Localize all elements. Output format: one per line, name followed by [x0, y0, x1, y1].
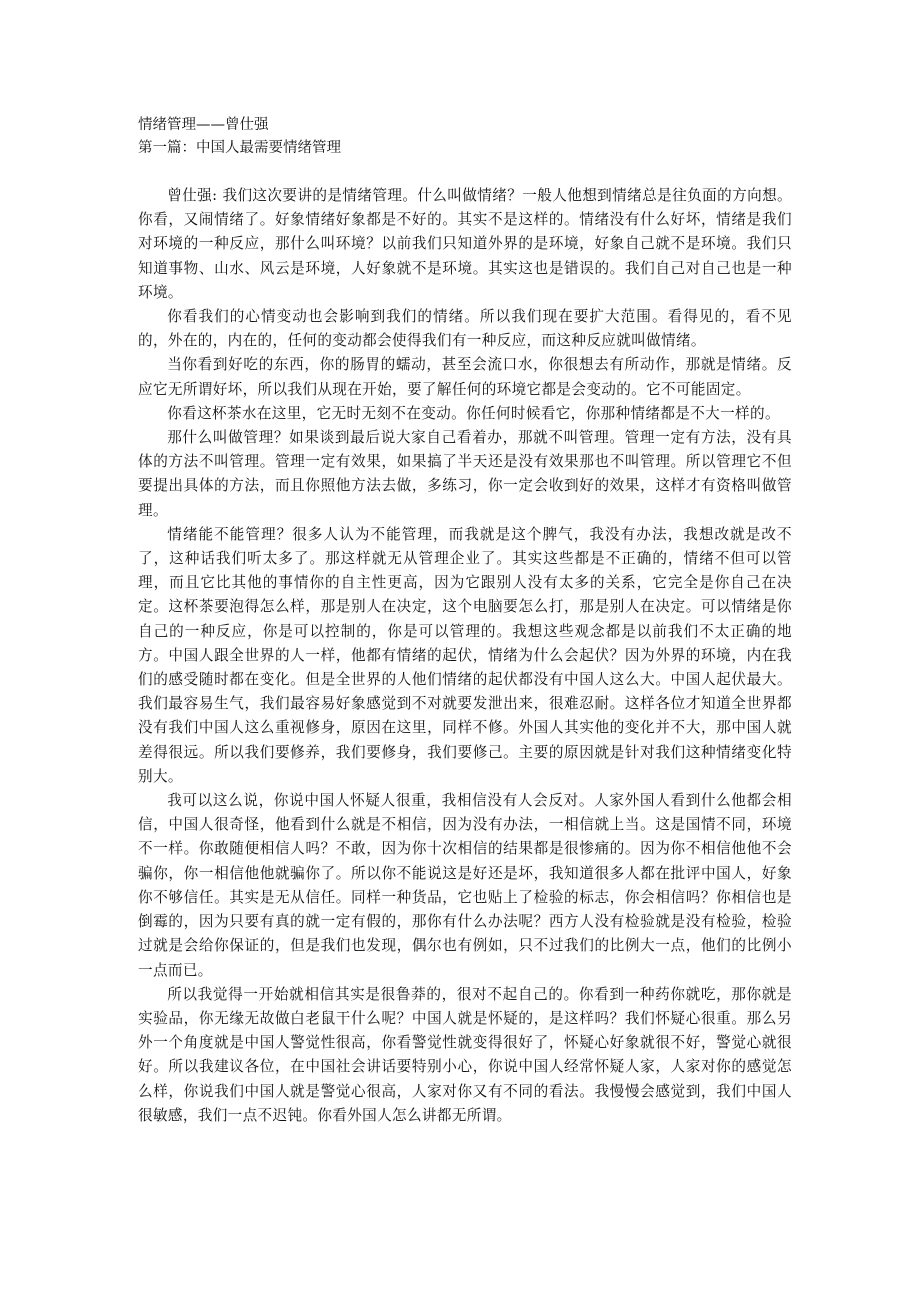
paragraph: 所以我觉得一开始就相信其实是很鲁莽的，很对不起自己的。你看到一种药你就吃，那你就是实验品，你无缘无故做白老鼠干什么呢？中国人就是怀疑的，是这样吗？我们怀疑心很重。那么另外一个角度就是中国人警觉性很高，你看警觉性就变得很好了，怀疑心好象就很不好，警觉心就很好。所以我建议各位，在中国社会讲话要特别小心，你说中国人经常怀疑人家，人家对你的感觉怎么样，你说我们中国人就是警觉心很高，人家对你又有不同的看法。我慢慢会感觉到，我们中国人很敏感，我们一点不迟钝。你看外国人怎么讲都无所谓。 [138, 985, 792, 1124]
paragraph: 我可以这么说，你说中国人怀疑人很重，我相信没有人会反对。人家外国人看到什么他都会相信，中国人很奇怪，他看到什么就是不相信，因为没有办法，一相信就上当。这是国情不同，环境不一样。你敢随便相信人吗？不敢，因为你十次相信的结果都是很惨痛的。因为你不相信他他不会骗你，你一相信他他就骗你了。所以你不能说这是好还是坏，我知道很多人都在批评中国人，好象你不够信任。其实是无从信任。同样一种货品，它也贴上了检验的标志，你会相信吗？你相信也是倒霉的，因为只要有真的就一定有假的，那你有什么办法呢？西方人没有检验就是没有检验，检验过就是会给你保证的，但是我们也发现，偶尔也有例如，只不过我们的比例大一点，他们的比例小一点而已。 [138, 792, 792, 979]
paragraph: 曾仕强: 我们这次要讲的是情绪管理。什么叫做情绪？一般人他想到情绪总是往负面的方向想。你看，又闹情绪了。好象情绪好象都是不好的。其实不是这样的。情绪没有什么好坏，情绪是我们对环境的一种反应，那什么叫环境？以前我们只知道外界的是环境，好象自己就不是环境。我们只知道事物、山水、风云是环境，人好象就不是环境。其实这也是错误的。我们自己对自己也是一种环境。 [138, 187, 792, 301]
paragraph: 那什么叫做管理？如果谈到最后说大家自己看着办，那就不叫管理。管理一定有方法，没有具体的方法不叫管理。管理一定有效果，如果搞了半天还是没有效果那也不叫管理。所以管理它不但要提出具体的方法，而且你照他方法去做，多练习，你一定会收到好的效果，这样才有资格叫做管理。 [138, 429, 792, 519]
document-title: 情绪管理——曾仕强 [138, 117, 269, 133]
paragraph: 你看这杯茶水在这里，它无时无刻不在变动。你任何时候看它，你那种情绪都是不大一样的。 [167, 404, 780, 422]
document-subtitle: 第一篇：中国人最需要情绪管理 [138, 140, 341, 156]
document-body [138, 184, 792, 1128]
paragraph: 你看我们的心情变动也会影响到我们的情绪。所以我们现在要扩大范围。看得见的，看不见的，外在的，内在的，任何的变动都会使得我们有一种反应，而这种反应就叫做情绪。 [138, 308, 792, 350]
paragraph: 情绪能不能管理？很多人认为不能管理，而我就是这个脾气，我没有办法，我想改就是改不了，这种话我们听太多了。那这样就无从管理企业了。其实这些都是不正确的，情绪不但可以管理，而且它比其他的事情你的自主性更高，因为它跟别人没有太多的关系，它完全是你自己在决定。这杯茶要泡得怎么样，那是别人在决定，这个电脑要怎么打，那是别人在决定。可以情绪是你自己的一种反应，你是可以控制的，你是可以管理的。我想这些观念都是以前我们不太正确的地方。中国人跟全世界的人一样，他都有情绪的起伏，情绪为什么会起伏？因为外界的环境，内在我们的感受随时都在变化。但是全世界的人他们情绪的起伏都没有中国人这么大。中国人起伏最大。我们最容易生气，我们最容易好象感觉到不对就要发泄出来，很难忍耐。这样各位才知道全世界都没有我们中国人这么重视修身，原因在这里，同样不修。外国人其实他的变化并不大，那中国人就差得很远。所以我们要修养，我们要修身，我们要修己。主要的原因就是针对我们这种情绪变化特别大。 [138, 525, 792, 785]
paragraph: 当你看到好吃的东西，你的肠胃的蠕动，甚至会流口水，你很想去有所动作，那就是情绪。反应它无所谓好坏，所以我们从现在开始，要了解任何的环境它都是会变动的。它不可能固定。 [138, 356, 792, 398]
